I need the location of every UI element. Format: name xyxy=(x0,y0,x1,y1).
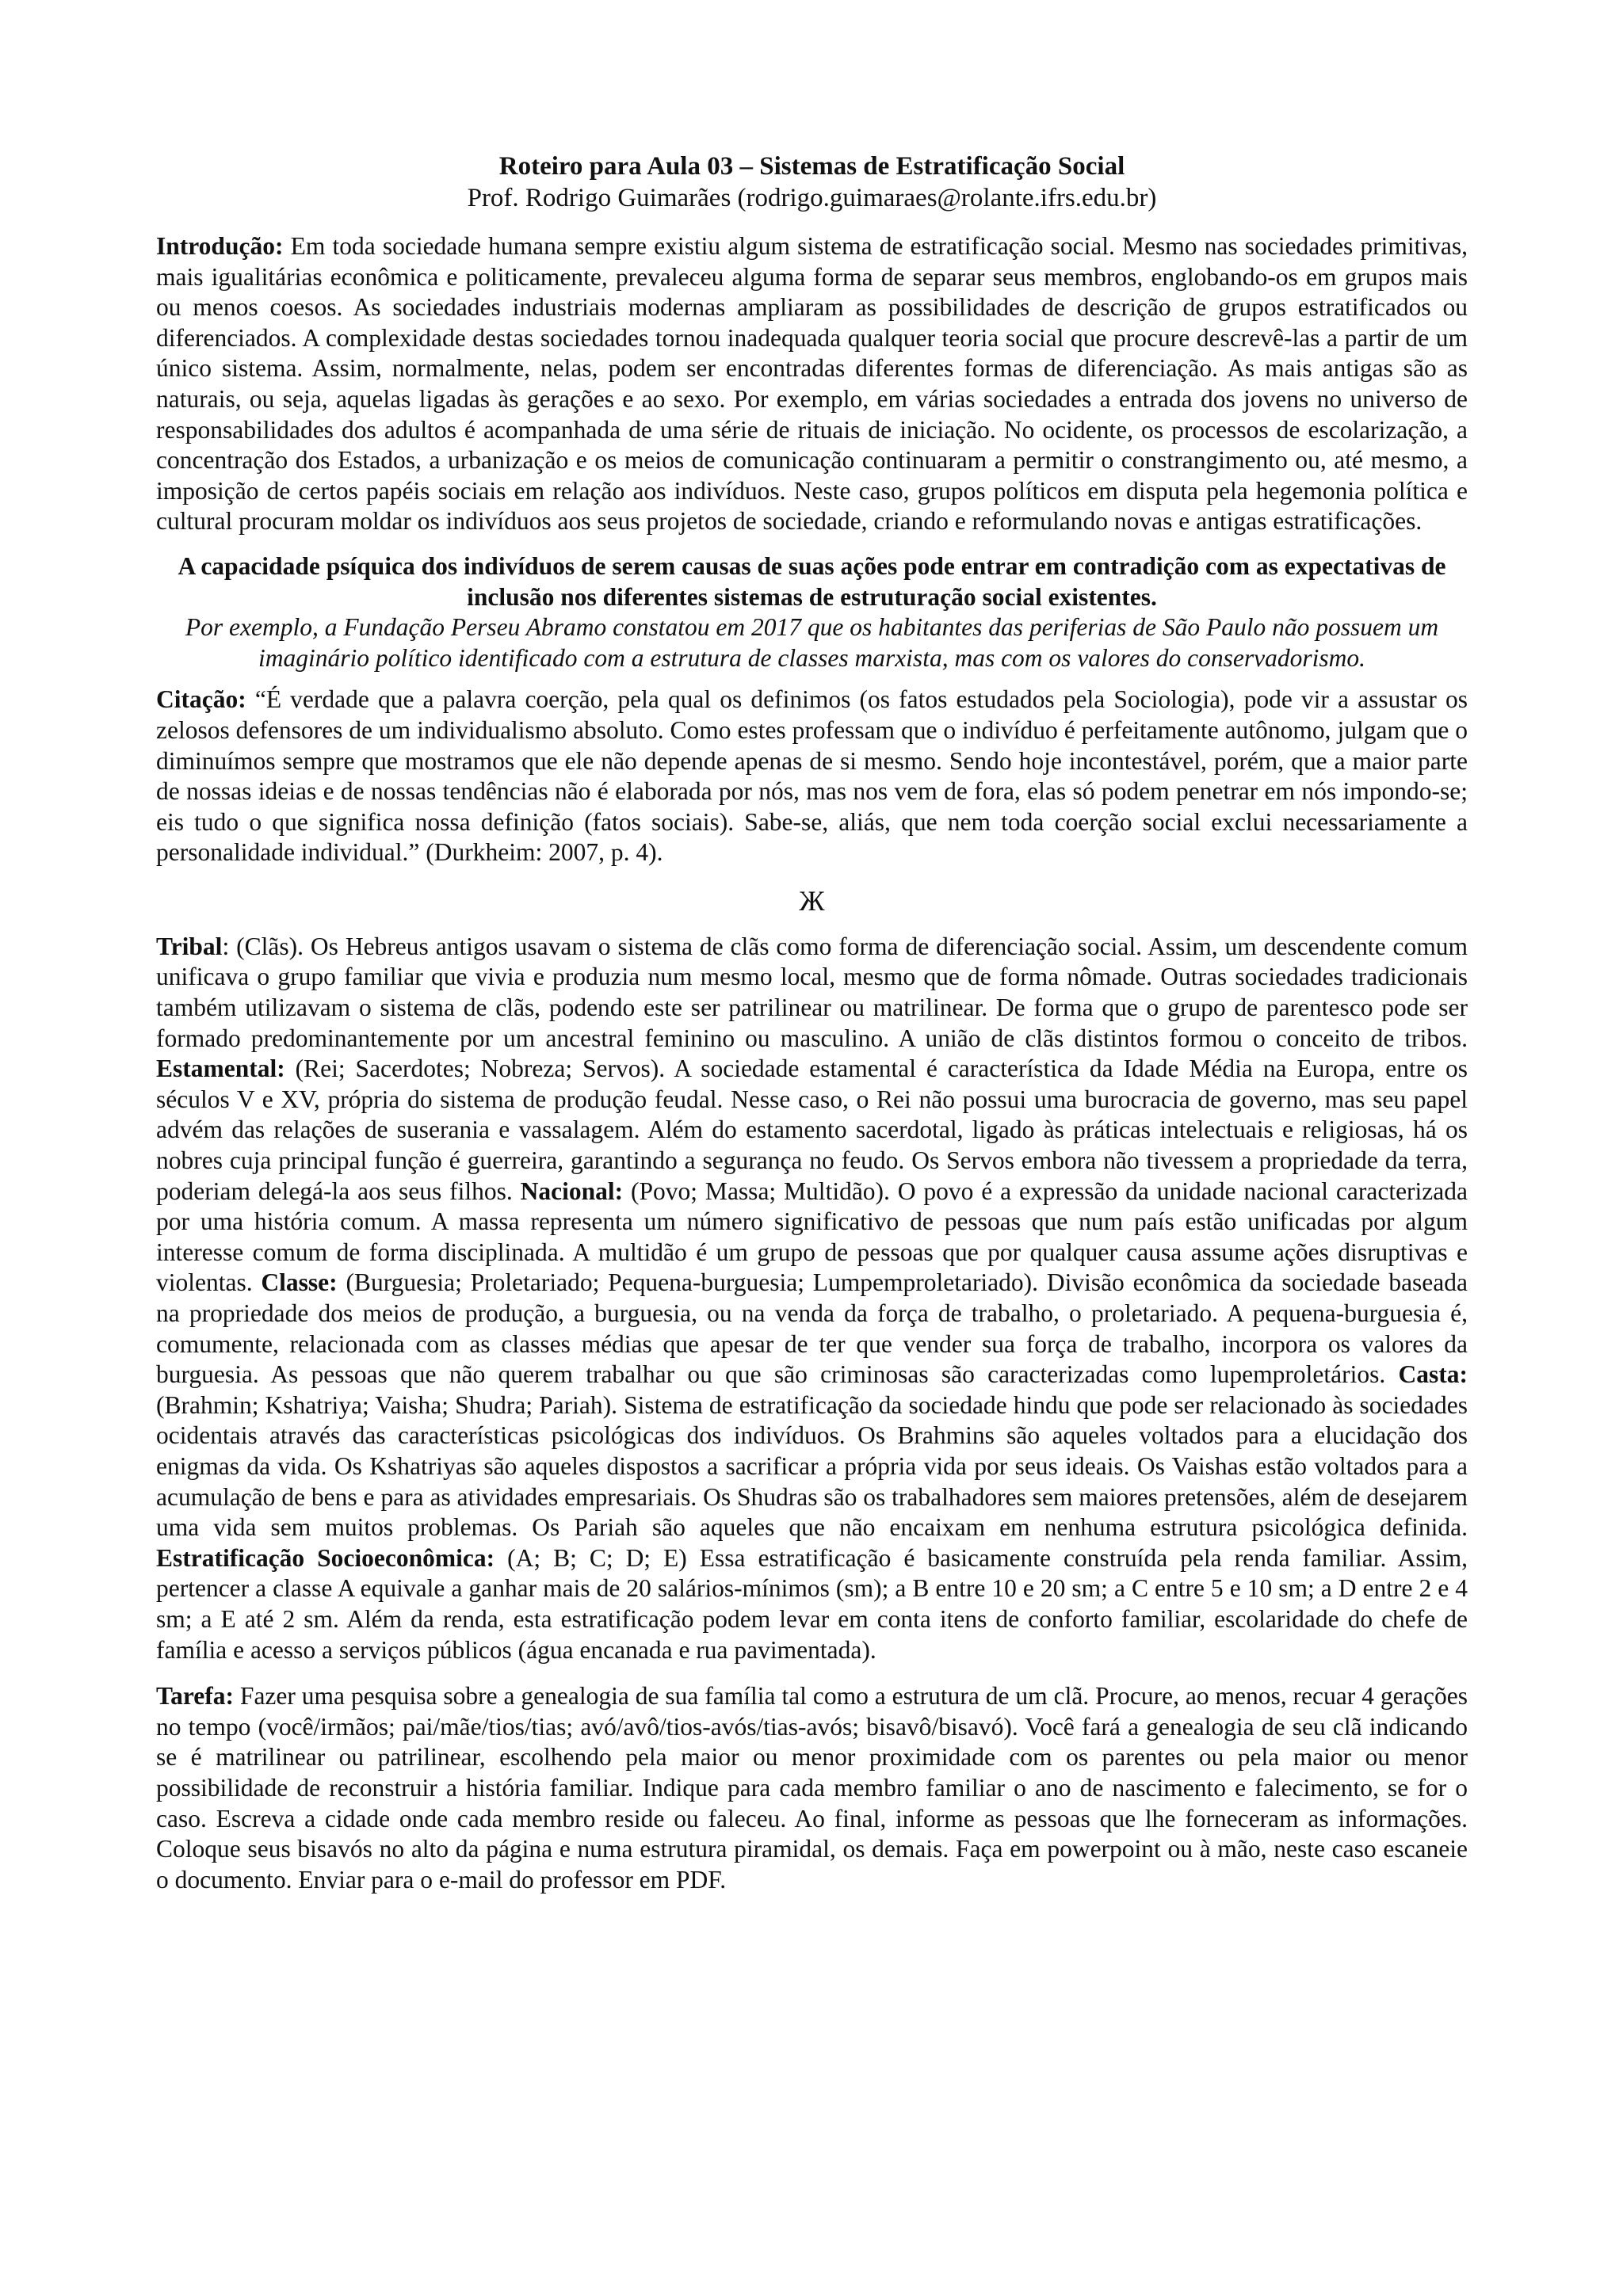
document-page xyxy=(156,151,1468,1909)
citation-paragraph xyxy=(156,685,1468,868)
nacional-text: (Povo; Massa; Multidão). O povo é a expressão da unidade nacional caracterizada por uma história comum. A massa representa um número significativo de pessoas que num país estão unificadas por algum interesse comum de forma disciplinada. A multidão é um grupo de pessoas que por qualquer causa assume ações disruptivas e violentas. xyxy=(156,1177,1468,1297)
casta-text: (Brahmin; Kshatriya; Vaisha; Shudra; Pariah). Sistema de estratificação da sociedade hindu que pode ser relacionado às sociedades ocidentais através das características psicológicas dos indivíduos. Os Brahmins são aqueles voltados para a elucidação dos enigmas da vida. Os Kshatriyas são aqueles dispostos a sacrificar a própria vida por seus ideais. Os Vaishas estão voltados para a acumulação de bens e para as atividades empresariais. Os Shudras são os trabalhadores sem maiores pretensões, além de desejarem uma vida sem muitos problemas. Os Pariah são aqueles que não encaixam em nenhuma estrutura psicológica definida. xyxy=(156,1390,1468,1542)
classe-text: (Burguesia; Proletariado; Pequena-burguesia; Lumpemproletariado). Divisão econômica da sociedade baseada na propriedade dos meios de produção, a burguesia, ou na venda da força de trabalho, o proletariado. A pequena-burguesia é, comumente, relacionada com as classes médias que apesar de ter que vender sua força de trabalho, incorpora os valores da burguesia. As pessoas que não querem trabalhar ou que são criminosas são caracterizadas como lupemproletários. xyxy=(156,1268,1468,1389)
tribal-text: : (Clãs). Os Hebreus antigos usavam o sistema de clãs como forma de diferenciação social. Assim, um descendente comum unificava o grupo familiar que vivia e produzia num mesmo local, mesmo que de forma nômade. Outras sociedades tradicionais também utilizavam o sistema de clãs, podendo este ser patrilinear ou matrilinear. De forma que o grupo de parentesco pode ser formado predominantemente por um ancestral feminino ou masculino. A união de clãs distintos formou o conceito de tribos. xyxy=(156,932,1468,1052)
socioeconomic-text: (A; B; C; D; E) Essa estratificação é basicamente construída pela renda familiar. Assim, pertencer a classe A equivale a ganhar mais de 20 salários-mínimos (sm); a B entre 10 e 20 sm; a C entre 5 e 10 sm; a D entre 2 e 4 sm; a E até 2 sm. Além da renda, esta estratificação podem levar em conta itens de conforto familiar, escolaridade do chefe de família e acesso a serviços públicos (água encanada e rua pavimentada). xyxy=(156,1543,1468,1664)
introduction-paragraph xyxy=(156,231,1468,537)
estamental-text: (Rei; Sacerdotes; Nobreza; Servos). A sociedade estamental é característica da Idade Média na Europa, entre os séculos V e XV, própria do sistema de produção feudal. Nesse caso, o Rei não possui uma burocracia de governo, mas seu papel advém das relações de suserania e vassalagem. Além do estamento sacerdotal, ligado às práticas intelectuais e religiosas, há os nobres cuja principal função é guerreira, garantindo a segurança no feudo. Os Servos embora não tivessem a propriedade da terra, poderiam delegá-la aos seus filhos. xyxy=(156,1055,1468,1205)
citation-label: Citação: xyxy=(156,685,246,714)
document-subtitle: Prof. Rodrigo Guimarães (rodrigo.guimaraes@rolante.ifrs.edu.br) xyxy=(467,184,1157,212)
casta-label: Casta: xyxy=(1398,1360,1468,1389)
highlight-block xyxy=(156,551,1468,673)
task-text: Fazer uma pesquisa sobre a genealogia de sua família tal como a estrutura de um clã. Procure, ao menos, recuar 4 gerações no tempo (você/irmãos; pai/mãe/tios/tias; avó/avô/tios-avós/tias-avós; bisavô/bisavó). Você fará a genealogia de seu clã indicando se é matrilinear ou patrilinear, escolhendo pela maior ou menor proximidade com os parentes ou pela maior ou menor possibilidade de reconstruir a história familiar. Indique para cada membro familiar o ano de nascimento e falecimento, se for o caso. Escreva a cidade onde cada membro reside ou faleceu. Ao final, informe as pessoas que lhe forneceram as informações. Coloque seus bisavós no alto da página e numa estrutura piramidal, os demais. Faça em powerpoint ou à mão, neste caso escaneie o documento. Enviar para o e-mail do professor em PDF. xyxy=(156,1682,1468,1894)
tribal-label: Tribal xyxy=(156,932,223,960)
socioeconomic-label: Estratificação Socioeconômica: xyxy=(156,1543,495,1572)
document-header xyxy=(156,151,1468,214)
introduction-label: Introdução: xyxy=(156,232,284,260)
task-paragraph xyxy=(156,1681,1468,1895)
document-title: Roteiro para Aula 03 – Sistemas de Estratificação Social xyxy=(498,152,1125,181)
estamental-label: Estamental: xyxy=(156,1055,285,1083)
stratification-systems-paragraph xyxy=(156,932,1468,1665)
introduction-text: Em toda sociedade humana sempre existiu algum sistema de estratificação social. Mesmo nas sociedades primitivas, mais igualitárias econômica e politicamente, prevaleceu alguma forma de separar seus membros, englobando-os em grupos mais ou menos coesos. As sociedades industriais modernas ampliaram as possibilidades de descrição de grupos estratificados ou diferenciados. A complexidade destas sociedades tornou inadequada qualquer teoria social que procure descrevê-las a partir de um único sistema. Assim, normalmente, nelas, podem ser encontradas diferentes formas de diferenciação. As mais antigas são as naturais, ou seja, aquelas ligadas às gerações e ao sexo. Por exemplo, em várias sociedades a entrada dos jovens no universo de responsabilidades dos adultos é acompanhada de uma série de rituais de iniciação. No ocidente, os processos de escolarização, a concentração dos Estados, a urbanização e os meios de comunicação continuaram a permitir o constrangimento ou, até mesmo, a imposição de certos papéis sociais em relação aos indivíduos. Neste caso, grupos políticos em disputa pela hegemonia política e cultural procuram moldar os indivíduos aos seus projetos de sociedade, criando e reformulando novas e antigas estratificações. xyxy=(156,232,1468,536)
task-label: Tarefa: xyxy=(156,1682,234,1711)
section-divider: Ж xyxy=(799,884,825,917)
highlight-statement: A capacidade psíquica dos indivíduos de serem causas de suas ações pode entrar em contradição com as expectativas de inclusão nos diferentes sistemas de estruturação social existentes. xyxy=(178,551,1446,611)
citation-text: “É verdade que a palavra coerção, pela qual os definimos (os fatos estudados pela Sociologia), pode vir a assustar os zelosos defensores de um individualismo absoluto. Como estes professam que o indivíduo é perfeitamente autônomo, julgam que o diminuímos sempre que mostramos que ele não depende apenas de si mesmo. Sendo hoje incontestável, porém, que a maior parte de nossas ideias e de nossas tendências não é elaborada por nós, mas nos vem de fora, elas só podem penetrar em nós impondo-se; eis tudo o que significa nossa definição (fatos sociais). Sabe-se, aliás, que nem toda coerção social exclui necessariamente a personalidade individual.” (Durkheim: 2007, p. 4). xyxy=(156,685,1468,867)
classe-label: Classe: xyxy=(261,1268,338,1297)
highlight-example: Por exemplo, a Fundação Perseu Abramo constatou em 2017 que os habitantes das periferias de São Paulo não possuem um imaginário político identificado com a estrutura de classes marxista, mas com os valores do conservadorismo. xyxy=(185,613,1439,672)
nacional-label: Nacional: xyxy=(520,1177,624,1205)
